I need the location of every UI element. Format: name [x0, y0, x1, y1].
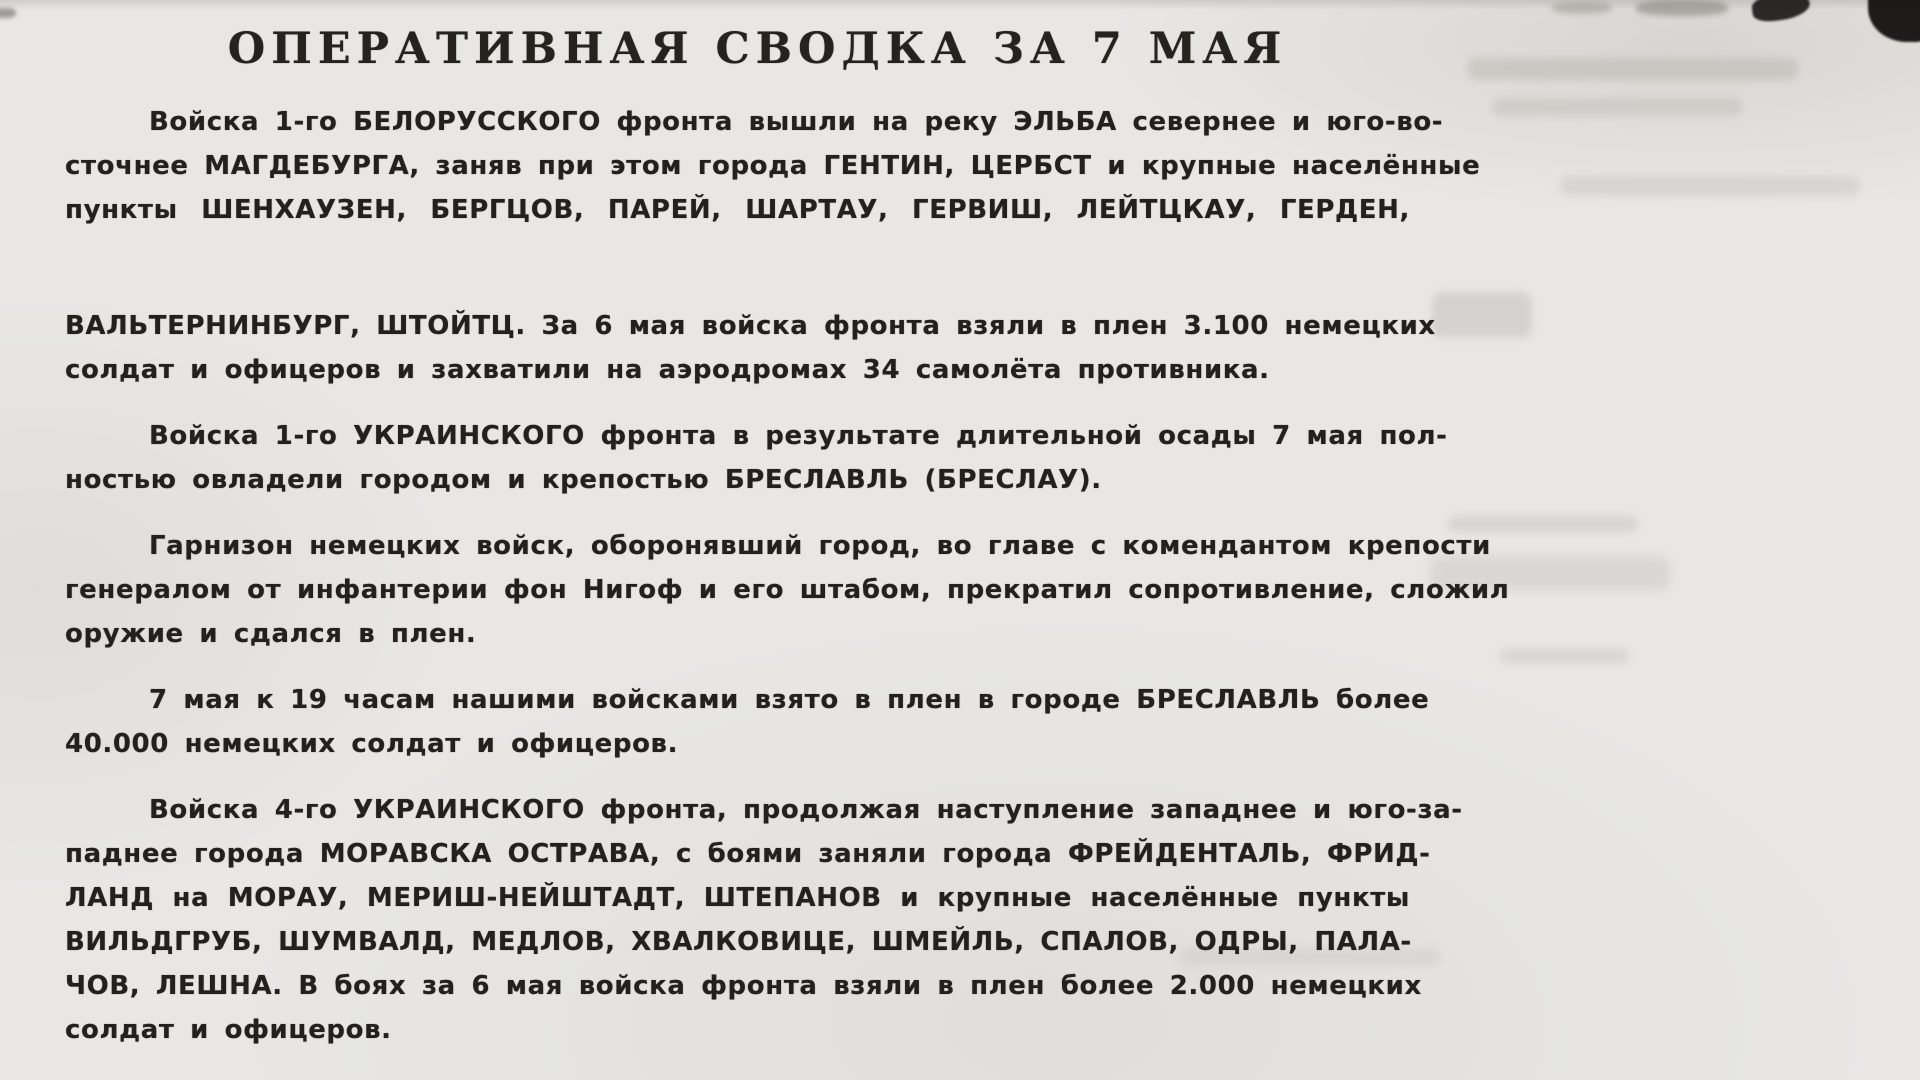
bleed-through-mark — [1468, 58, 1798, 80]
text-line: ЧОВ, ЛЕШНА. В боях за 6 мая войска фронта взяли в плен более 2.000 немецких — [65, 971, 1422, 1001]
text-line: ностью овладели городом и крепостью БРЕСЛАВЛЬ (БРЕСЛАУ). — [65, 465, 1102, 495]
text-line: сточнее МАГДЕБУРГА, заняв при этом города ГЕНТИН, ЦЕРБСТ и крупные населённые — [65, 151, 1481, 181]
text-line: оружие и сдался в плен. — [65, 619, 477, 649]
text-line: Войска 1-го БЕЛОРУССКОГО фронта вышли на реку ЭЛЬБА севернее и юго-во- — [149, 107, 1444, 137]
text-line: солдат и офицеров. — [65, 1015, 392, 1045]
ink-smudge — [1636, 0, 1728, 16]
ink-smudge — [1751, 0, 1812, 23]
text-column — [65, 18, 1510, 1052]
text-line: Гарнизон немецких войск, оборонявший город, во главе с комендантом крепости — [149, 531, 1491, 561]
text-line: Войска 4-го УКРАИНСКОГО фронта, продолжая наступление западнее и юго-за- — [149, 795, 1463, 825]
ink-smudge — [1552, 2, 1612, 14]
text-line: 40.000 немецких солдат и офицеров. — [65, 729, 679, 759]
page-title: ОПЕРАТИВНАЯ СВОДКА ЗА 7 МАЯ — [227, 24, 1288, 74]
text-line: Войска 1-го УКРАИНСКОГО фронта в результате длительной осады 7 мая пол- — [149, 421, 1448, 451]
text-line: ВАЛЬТЕРНИНБУРГ, ШТОЙТЦ. За 6 мая войска фронта взяли в плен 3.100 немецких — [65, 311, 1436, 341]
bleed-through-mark — [1492, 98, 1742, 116]
text-line: ЛАНД на МОРАУ, МЕРИШ-НЕЙШТАДТ, ШТЕПАНОВ и крупные населённые пункты — [65, 883, 1410, 913]
bleed-through-mark — [1432, 292, 1532, 338]
text-line: солдат и офицеров и захватили на аэродромах 34 самолёта противника. — [65, 355, 1270, 385]
bleed-through-mark — [1500, 648, 1630, 664]
text-line: 7 мая к 19 часам нашими войсками взято в плен в городе БРЕСЛАВЛЬ более — [149, 685, 1430, 715]
ink-smudge — [1868, 0, 1920, 42]
text-line: пункты ШЕНХАУЗЕН, БЕРГЦОВ, ПАРЕЙ, ШАРТАУ, ГЕРВИШ, ЛЕЙТЦКАУ, ГЕРДЕН, — [65, 195, 1410, 225]
text-line: генералом от инфантерии фон Нигоф и его штабом, прекратил сопротивление, сложил — [65, 575, 1510, 605]
ink-smudge — [0, 8, 16, 18]
text-line: паднее города МОРАВСКА ОСТРАВА, с боями заняли города ФРЕЙДЕНТАЛЬ, ФРИД- — [65, 839, 1431, 869]
bleed-through-mark — [1560, 176, 1860, 196]
text-line: ВИЛЬДГРУБ, ШУМВАЛД, МЕДЛОВ, ХВАЛКОВИЦЕ, ШМЕЙЛЬ, СПАЛОВ, ОДРЫ, ПАЛА- — [65, 927, 1412, 957]
scan-edge-shadow — [0, 0, 1920, 10]
